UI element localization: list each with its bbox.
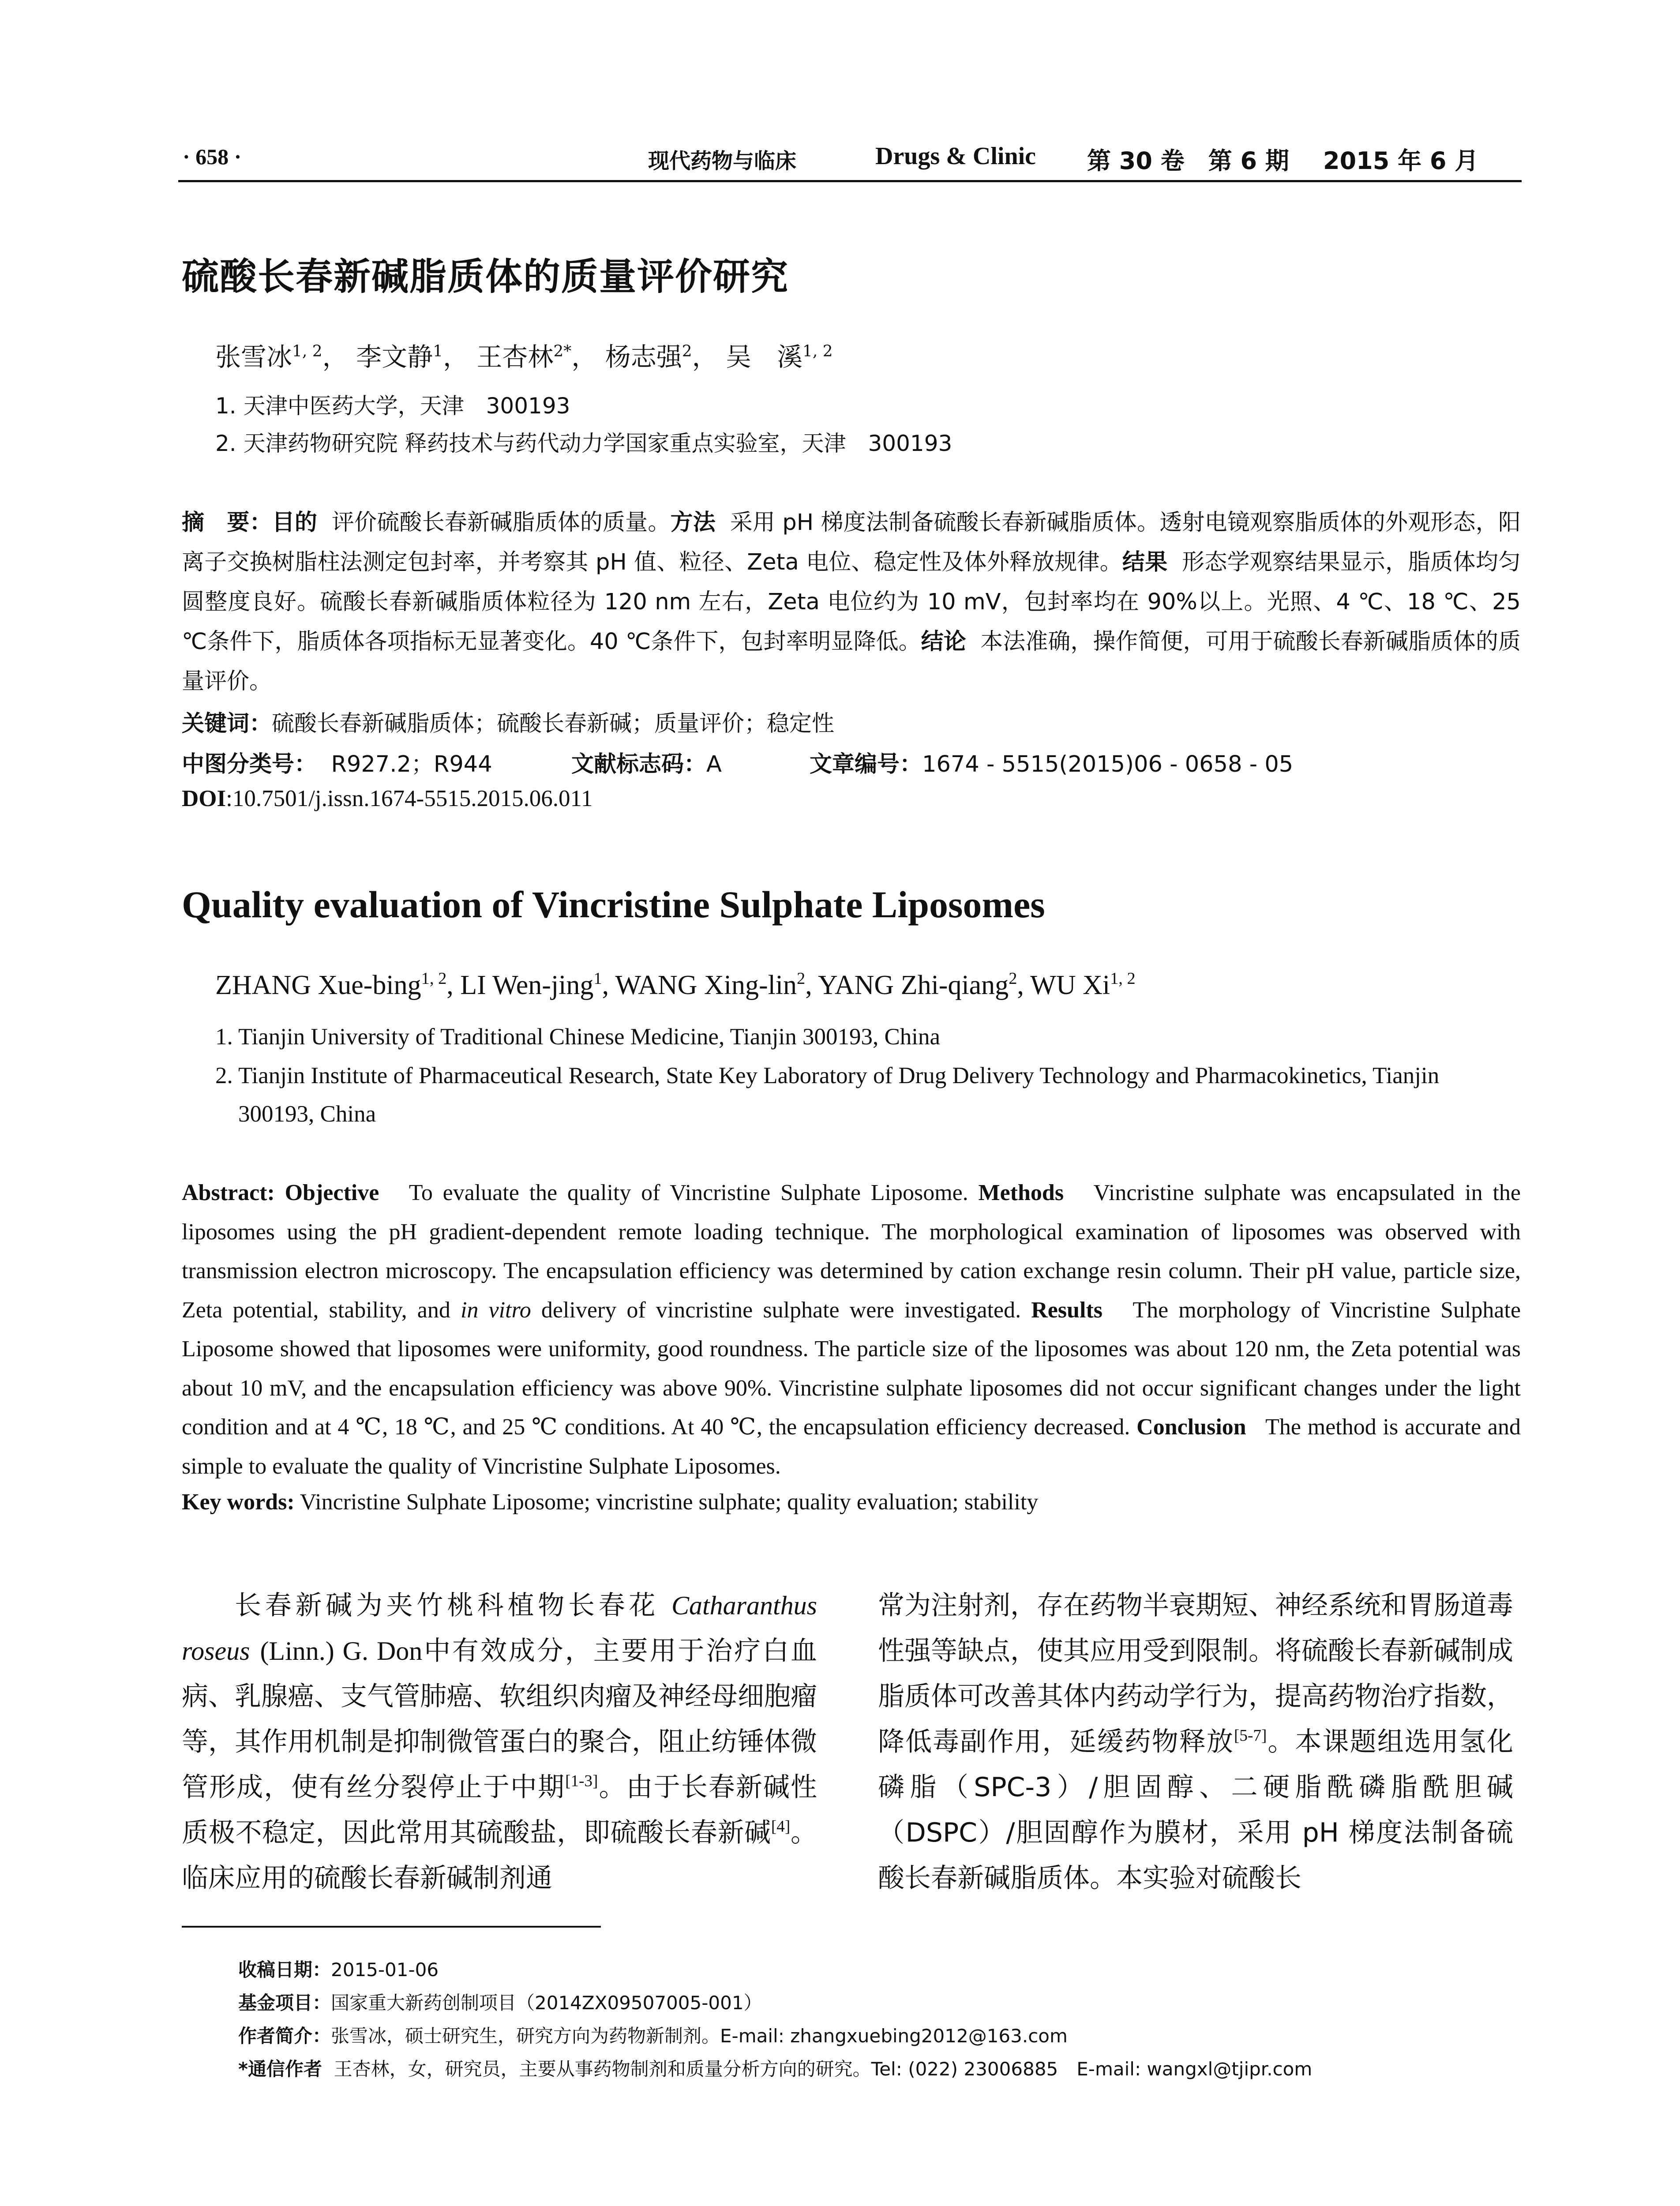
footnote-label: 收稿日期：	[238, 1959, 331, 1981]
article-number-value: 1674 - 5515(2015)06 - 0658 - 05	[922, 751, 1294, 777]
author-affiliation-mark: 2	[682, 342, 692, 360]
keywords-label: 关键词：	[182, 711, 272, 737]
footnote-text: 王杏林，女，研究员，主要从事药物制剂和质量分析方向的研究。Tel: (022) 23006885 E-mail: wangxl@tjipr.com	[334, 2058, 1312, 2080]
volume-issue: 第 30 卷 第 6 期	[1087, 147, 1289, 175]
journal-name-en: Drugs & Clinic	[875, 143, 1036, 170]
body-text: 。本课题组选用氢化磷脂（SPC-3）/胆固醇、二硬脂酰磷脂酰胆碱（DSPC）/胆固醇作为膜材，采用 pH 梯度法制备硫酸长春新碱脂质体。本实验对硫酸长	[878, 1726, 1514, 1894]
methods-text: 采用 pH 梯度法制备硫酸长春新碱脂质体。透射电镜观察脂质体的外观形态，阳离子交换树脂柱法测定包封率，并考察其 pH 值、粒径、Zeta 电位、稳定性及体外释放规律。	[182, 510, 1521, 575]
footnote-label: 作者简介：	[238, 2025, 331, 2047]
affiliation-en-1: 1. Tianjin University of Traditional Chinese Medicine, Tianjin 300193, China	[215, 1024, 941, 1050]
footnote-funding	[238, 1988, 762, 2015]
footnote-rule	[182, 1926, 601, 1928]
results-text: The morphology of Vincristine Sulphate Liposome showed that liposomes were uniformity, good roundness. The particle size of the liposomes was about 120 nm, the Zeta potential was about 10 mV, and the encapsulation efficiency was above 90%. Vincristine sulphate liposomes did not occur significant changes under the light condition and at 4 ℃, 18 ℃, and 25 ℃ conditions. At 40 ℃, the encapsulation efficiency decreased.	[182, 1297, 1521, 1440]
body-text: 。临床应用的硫酸长春新碱制剂通	[182, 1817, 818, 1894]
page-number: · 658 ·	[183, 144, 242, 169]
footnote-text: 张雪冰，硕士研究生，研究方向为药物新制剂。E-mail: zhangxuebing2012@163.com	[331, 2025, 1068, 2047]
abstract-label: Abstract:	[182, 1180, 275, 1205]
objective-text: To evaluate the quality of Vincristine Sulphate Liposome.	[409, 1180, 968, 1205]
author-name: LI Wen-jing	[460, 970, 594, 1000]
author-name: WANG Xing-lin	[615, 970, 797, 1000]
doc-code	[571, 746, 722, 778]
species-name: Catharanthus roseus	[182, 1591, 817, 1666]
author-list-cn: 张雪冰$^{1, 2}$， 李文静$^1$， 王杏林$^{2*}$， 杨志强$^2$， 吴 溪$^{1, 2}$	[215, 342, 833, 372]
body-text: 。由于长春新碱性质极不稳定，因此常用其硫酸盐，即硫酸长春新碱	[182, 1772, 818, 1848]
author-affiliation-mark: 1, 2	[1110, 969, 1136, 988]
footnote-received	[238, 1955, 439, 1982]
footnote-label: 基金项目：	[238, 1992, 331, 2014]
abstract-label: 摘 要：	[182, 510, 272, 536]
objective-label: 目的	[272, 510, 318, 536]
body-text: 长春新碱为夹竹桃科植物长春花	[235, 1590, 660, 1621]
affiliation-cn-2: 2. 天津药物研究院 释药技术与药代动力学国家重点实验室，天津 300193	[215, 431, 952, 456]
article-title-cn: 硫酸长春新碱脂质体的质量评价研究	[182, 255, 789, 298]
author-affiliation-mark: 2	[1009, 969, 1017, 988]
body-column-left	[182, 1583, 817, 1901]
author-affiliation-mark: 1	[593, 969, 602, 988]
methods-text: Vincristine sulphate was encapsulated in the liposomes using the pH gradient-dependent remote loading technique. The morphological examination of liposomes was observed with transmission electron microscopy. The encapsulation efficiency was determined by cation exchange resin column. Their pH value, particle size, Zeta potential, stability, and	[182, 1180, 1521, 1323]
conclusion-label: Conclusion	[1136, 1414, 1246, 1440]
author-name: 吴 溪	[726, 342, 803, 372]
citation: [5-7]	[1234, 1726, 1267, 1745]
doi-line	[182, 785, 592, 812]
conclusion-label: 结论	[921, 629, 966, 655]
author-name: 杨志强	[605, 342, 682, 372]
clc-value: R927.2；R944	[331, 751, 492, 777]
doi-label: DOI	[182, 786, 226, 811]
affiliation-en-2: 2. Tianjin Institute of Pharmaceutical Research, State Key Laboratory of Drug Delivery Technology and Pharmacokinetics, Tianjin	[215, 1063, 1440, 1088]
in-vitro-term: in vitro	[460, 1297, 531, 1323]
affiliation-cn-1: 1. 天津中医药大学，天津 300193	[215, 393, 570, 419]
results-label: 结果	[1122, 549, 1168, 575]
keywords-text: Vincristine Sulphate Liposome; vincristine sulphate; quality evaluation; stability	[300, 1489, 1039, 1515]
conclusion-text: The method is accurate and simple to evaluate the quality of Vincristine Sulphate Liposomes.	[182, 1414, 1521, 1479]
author-affiliation-mark: 2*	[553, 342, 572, 360]
affiliation-en-2-cont: 300193, China	[238, 1101, 376, 1127]
doi-value: :10.7501/j.issn.1674-5515.2015.06.011	[226, 786, 593, 811]
author-name: 张雪冰	[215, 342, 292, 372]
author-name: 王杏林	[476, 342, 554, 372]
footnote-corresponding	[238, 2055, 1312, 2081]
footnote-text: 国家重大新药创制项目（2014ZX09507005-001）	[331, 1992, 762, 2014]
author-name: WU Xi	[1030, 970, 1110, 1000]
keywords-label: Key words:	[182, 1489, 295, 1515]
keywords-text: 硫酸长春新碱脂质体；硫酸长春新碱；质量评价；稳定性	[272, 711, 835, 737]
keywords-en	[182, 1489, 1038, 1515]
abstract-en	[182, 1174, 1521, 1486]
body-text: 常为注射剂，存在药物半衰期短、神经系统和胃肠道毒性强等缺点，使其应用受到限制。将硫酸长春新碱制成脂质体可改善其体内药动学行为，提高药物治疗指数，降低毒副作用，延缓药物释放	[878, 1590, 1513, 1757]
footnote-author-bio	[238, 2022, 1068, 2048]
clc-label: 中图分类号：	[182, 751, 317, 777]
conclusion-text: 本法准确，操作简便，可用于硫酸长春新碱脂质体的质量评价。	[182, 629, 1521, 694]
doc-code-label: 文献标志码：	[571, 751, 707, 777]
objective-label: Objective	[285, 1180, 379, 1205]
author-affiliation-mark: 2	[797, 969, 806, 988]
body-column-right	[878, 1583, 1513, 1901]
author-name: ZHANG Xue-bing	[215, 970, 421, 1000]
results-label: Results	[1031, 1297, 1102, 1323]
methods-label: Methods	[978, 1180, 1064, 1205]
citation: [1-3]	[565, 1772, 598, 1790]
results-text: 形态学观察结果显示，脂质体均匀圆整度良好。硫酸长春新碱脂质体粒径为 120 nm 左右，Zeta 电位约为 10 mV，包封率均在 90%以上。光照、4 ℃、18 ℃、25 ℃条件下，脂质体各项指标无显著变化。40 ℃条件下，包封率明显降低。	[182, 549, 1521, 655]
methods-text-cont: delivery of vincristine sulphate were investigated.	[541, 1297, 1021, 1323]
author-affiliation-mark: 1	[433, 342, 443, 360]
keywords-cn	[182, 705, 834, 738]
abstract-cn	[182, 503, 1521, 702]
article-number-label: 文章编号：	[810, 751, 922, 777]
author-list-en: ZHANG Xue-bing$^{1, 2}$, LI Wen-jing$^1$, WANG Xing-lin$^2$, YANG Zhi-qiang$^2$, WU Xi$^{1, 2}$	[215, 969, 1136, 1000]
body-text: 中有效成分，主要用于治疗白血病、乳腺癌、支气管肺癌、软组织肉瘤及神经母细胞瘤等，其作用机制是抑制微管蛋白的聚合，阻止纺锤体微管形成，使有丝分裂停止于中期	[182, 1636, 818, 1803]
author-affiliation-mark: 1, 2	[292, 342, 322, 360]
author-affiliation-mark: 1, 2	[421, 969, 447, 988]
footnote-text: 2015-01-06	[331, 1959, 439, 1981]
author-name: YANG Zhi-qiang	[818, 970, 1009, 1000]
methods-label: 方法	[670, 510, 716, 536]
species-authority: (Linn.) G. Don	[260, 1636, 423, 1666]
footnote-label: *通信作者	[238, 2058, 322, 2080]
objective-text: 评价硫酸长春新碱脂质体的质量。	[331, 510, 671, 536]
issue-date: 2015 年 6 月	[1323, 147, 1479, 175]
journal-name-cn: 现代药物与临床	[648, 149, 797, 173]
citation: [4]	[771, 1817, 791, 1836]
running-header	[178, 140, 1522, 182]
classification-line	[182, 746, 492, 778]
author-name: 李文静	[356, 342, 433, 372]
article-title-en: Quality evaluation of Vincristine Sulphate Liposomes	[182, 883, 1045, 926]
article-number	[810, 746, 1293, 778]
doc-code-value: A	[706, 751, 722, 777]
author-affiliation-mark: 1, 2	[802, 342, 833, 360]
